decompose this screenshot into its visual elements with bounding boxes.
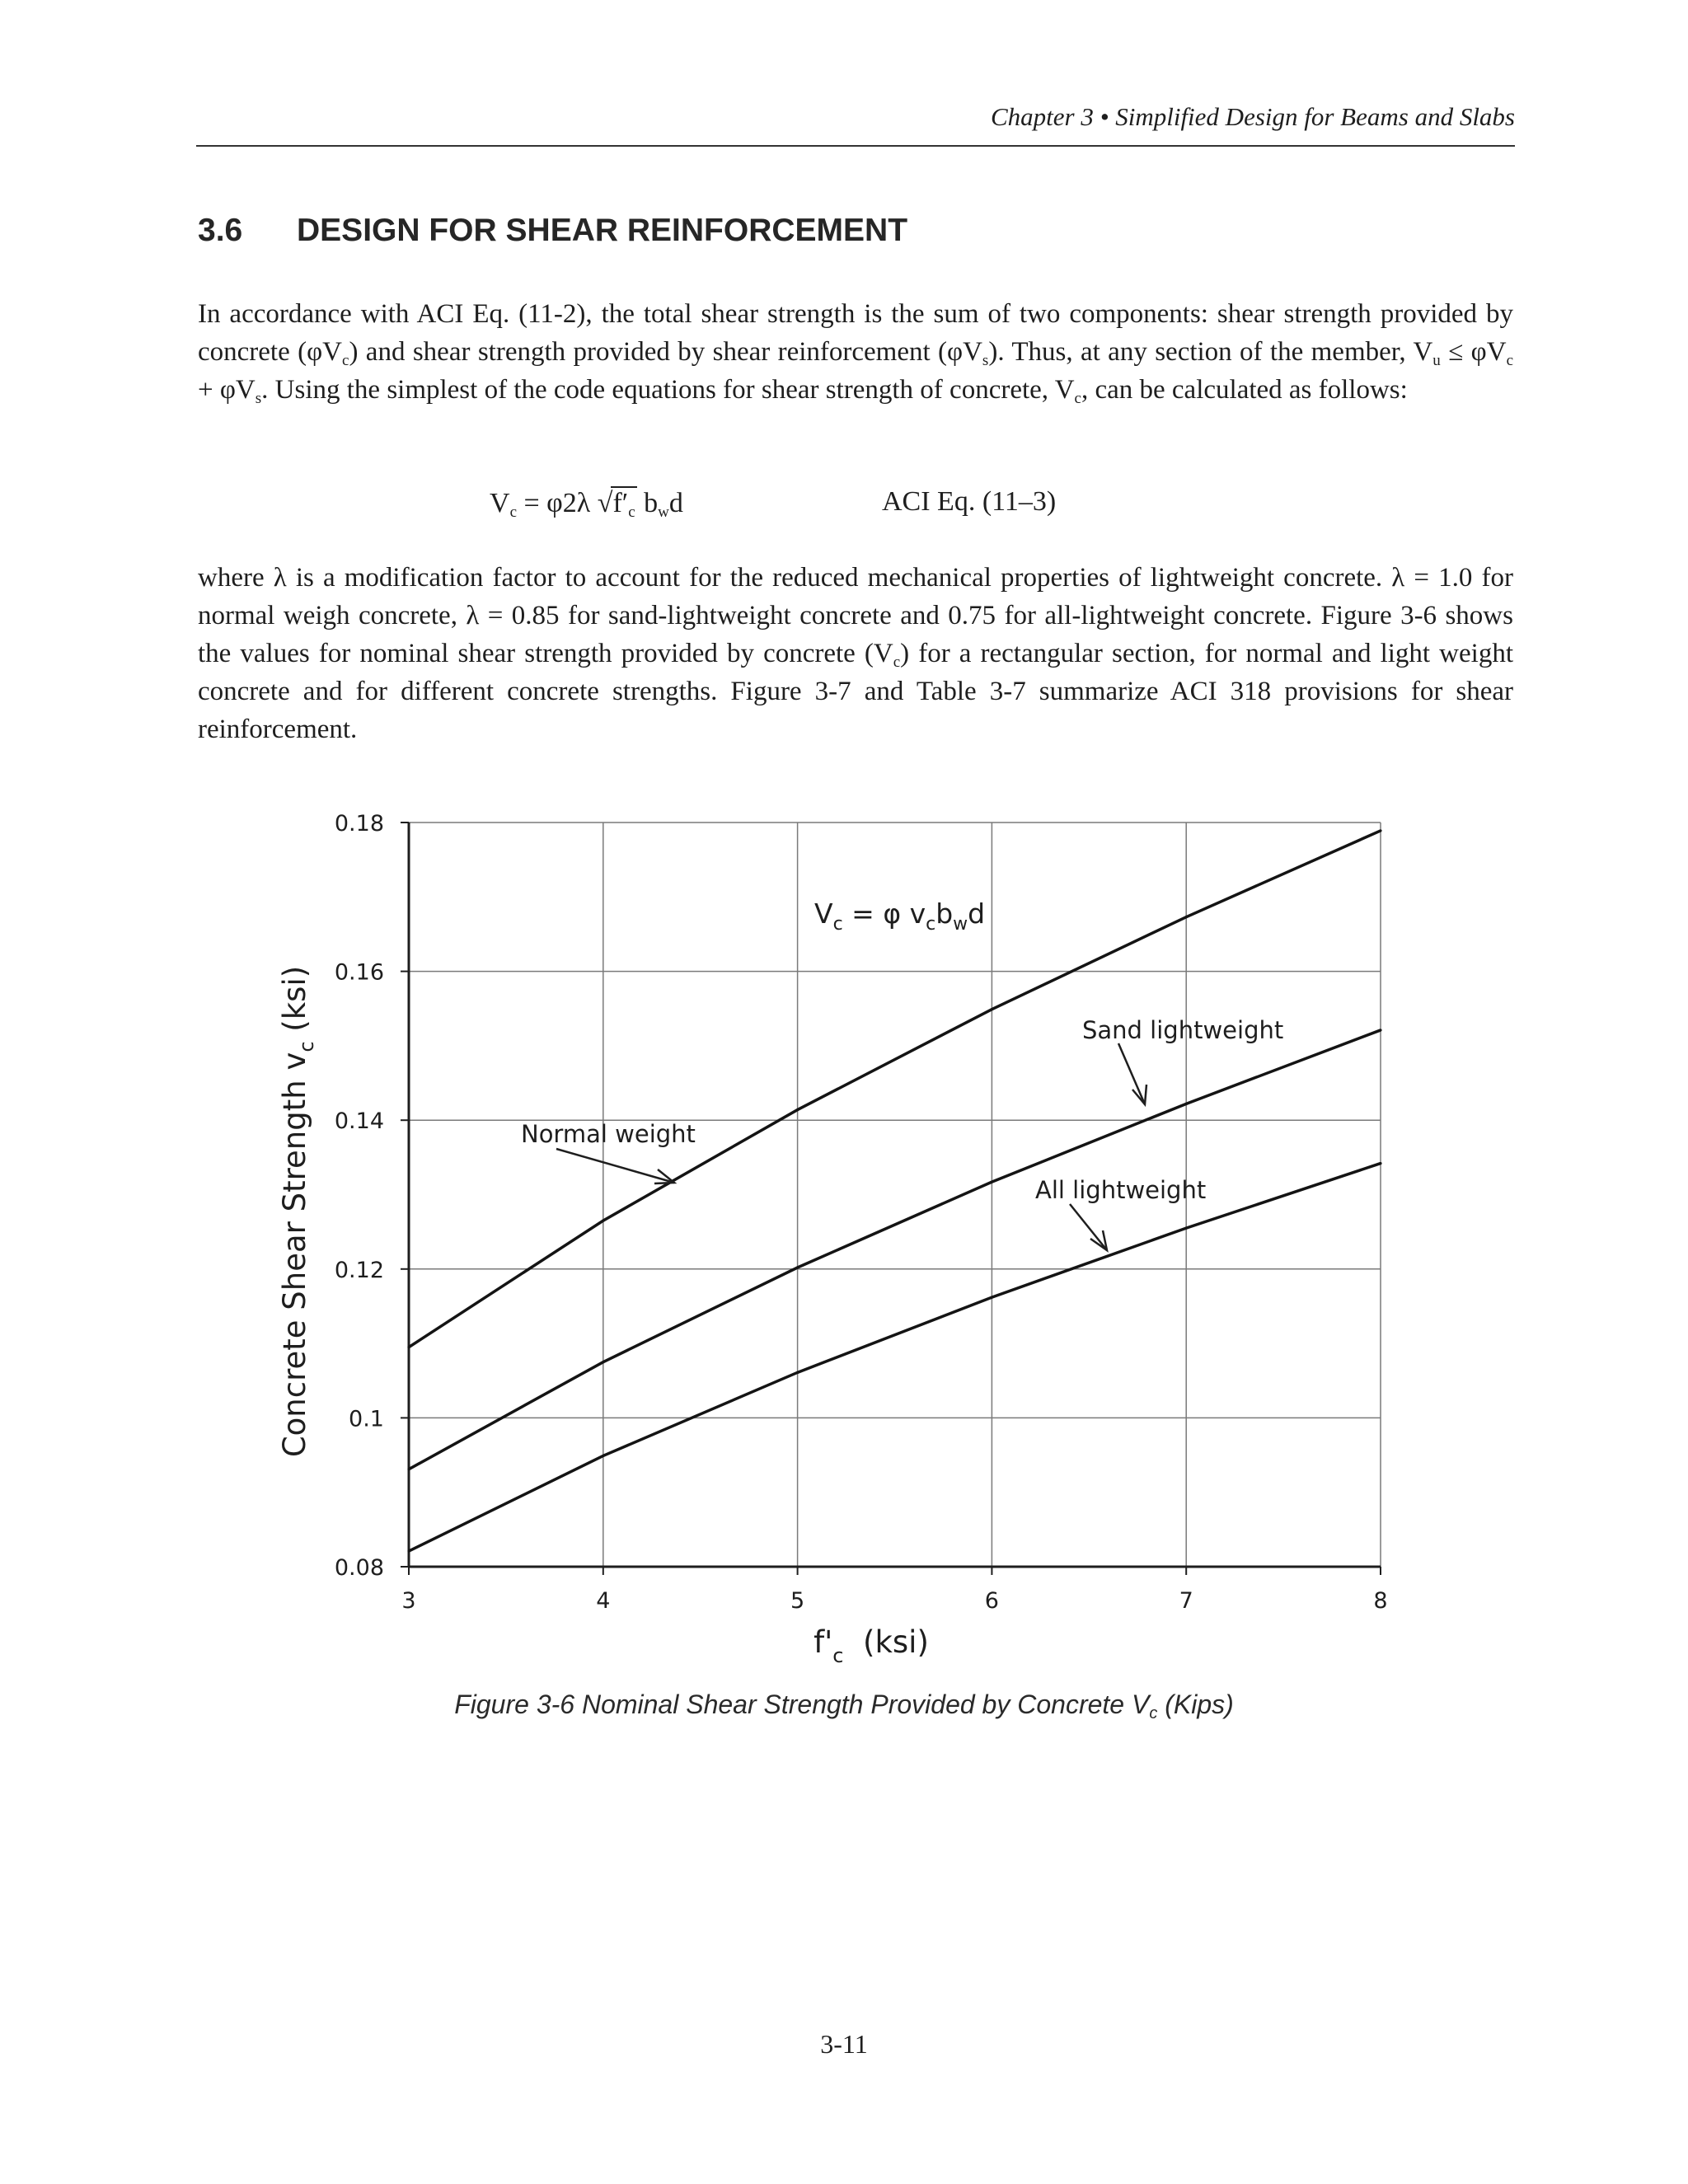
y-tick-label: 0.08 xyxy=(334,1555,384,1581)
y-tick-label: 0.1 xyxy=(349,1406,384,1432)
y-tick-label: 0.16 xyxy=(334,959,384,986)
shear-strength-chart xyxy=(272,799,1426,1681)
arrow-all-lightweight xyxy=(1070,1204,1107,1250)
y-axis-label: Concrete Shear Strength $v_c$ (ksi) xyxy=(277,965,318,1458)
data-point xyxy=(796,1108,799,1111)
lambda-paragraph: where λ is a modification factor to account for the reduced mechanical properties of lightweight concrete. λ = 1.0 for normal weigh concrete, λ = 0.85 for sand-lightweight concrete and 0.75 for all-lightweight concrete. Figure 3-6 shows the values for nominal shear strength provided by concrete $(V_c)$ for a rectangular section, for normal and light weight concrete and for different concrete strengths. Figure 3-7 and Table 3-7 summarize ACI 318 provisions for shear reinforcement. xyxy=(198,563,1513,744)
running-header: Chapter 3 • Simplified Design for Beams and Slabs xyxy=(991,102,1515,131)
section-title: DESIGN FOR SHEAR REINFORCEMENT xyxy=(297,213,908,248)
page-number: 3-11 xyxy=(820,2029,868,2059)
data-point xyxy=(602,1361,604,1363)
x-tick-label: 4 xyxy=(596,1588,611,1614)
data-point xyxy=(407,1468,410,1470)
data-point xyxy=(991,1181,993,1183)
data-point xyxy=(1185,916,1188,918)
data-point xyxy=(602,1455,604,1457)
data-point xyxy=(991,1296,993,1299)
data-point xyxy=(1379,1162,1381,1165)
series-line-all-lightweight xyxy=(409,1164,1381,1551)
x-tick-label: 7 xyxy=(1179,1588,1193,1614)
y-tick-label: 0.12 xyxy=(334,1257,384,1283)
data-point xyxy=(796,1266,799,1268)
figure-caption: Figure 3-6 Nominal Shear Strength Provided by Concrete $V_c$ (Kips) xyxy=(454,1690,1234,1722)
chart-formula: $V_c = \varphi$ $v_cb_wd$ xyxy=(814,898,986,935)
y-tick-label: 0.14 xyxy=(334,1108,384,1135)
y-tick-label: 0.18 xyxy=(334,811,384,837)
label-sand-lightweight: Sand lightweight xyxy=(1082,1016,1284,1044)
shear-equation: $V_c = \varphi 2\lambda$ $√f'_c$ $b_wd$ xyxy=(490,488,683,521)
arrowhead-normal-weight xyxy=(654,1169,674,1183)
x-axis-label: $f'_c$ (ksi) xyxy=(814,1624,929,1667)
arrow-sand-lightweight xyxy=(1118,1043,1145,1104)
data-point xyxy=(407,1549,410,1552)
data-point xyxy=(1185,1227,1188,1230)
series-line-sand-lightweight xyxy=(409,1030,1381,1469)
label-all-lightweight: All lightweight xyxy=(1035,1176,1207,1204)
section-heading xyxy=(198,213,907,249)
data-point xyxy=(602,1220,604,1222)
x-tick-label: 6 xyxy=(984,1588,999,1614)
label-normal-weight: Normal weight xyxy=(521,1120,696,1148)
data-point xyxy=(407,1346,410,1348)
header-rule xyxy=(196,145,1515,147)
x-tick-label: 3 xyxy=(401,1588,416,1614)
equation-reference: ACI Eq. (11–3) xyxy=(882,486,1057,517)
data-point xyxy=(1379,1029,1381,1031)
data-point xyxy=(991,1008,993,1010)
section-number: 3.6 xyxy=(198,213,243,248)
data-point xyxy=(796,1371,799,1374)
data-point xyxy=(1185,1103,1188,1105)
x-tick-label: 5 xyxy=(790,1588,805,1614)
x-tick-label: 8 xyxy=(1373,1588,1388,1614)
arrow-normal-weight xyxy=(556,1149,674,1183)
data-point xyxy=(1379,829,1381,832)
intro-paragraph: In accordance with ACI Eq. (11-2), the total shear strength is the sum of two components: shear strength provided by concrete $(\varphi V_c)$ and shear strength provided by shear reinforcement $(\varphi V_s)$. Thus, at any section of the member, $V_u \le \varphi V_c + \varphi V_s$. Using the simplest of the code equations for shear strength of concrete, $V_c$, can be calculated as follows: xyxy=(198,299,1513,407)
radical-body: $f'_c$ xyxy=(612,488,635,521)
